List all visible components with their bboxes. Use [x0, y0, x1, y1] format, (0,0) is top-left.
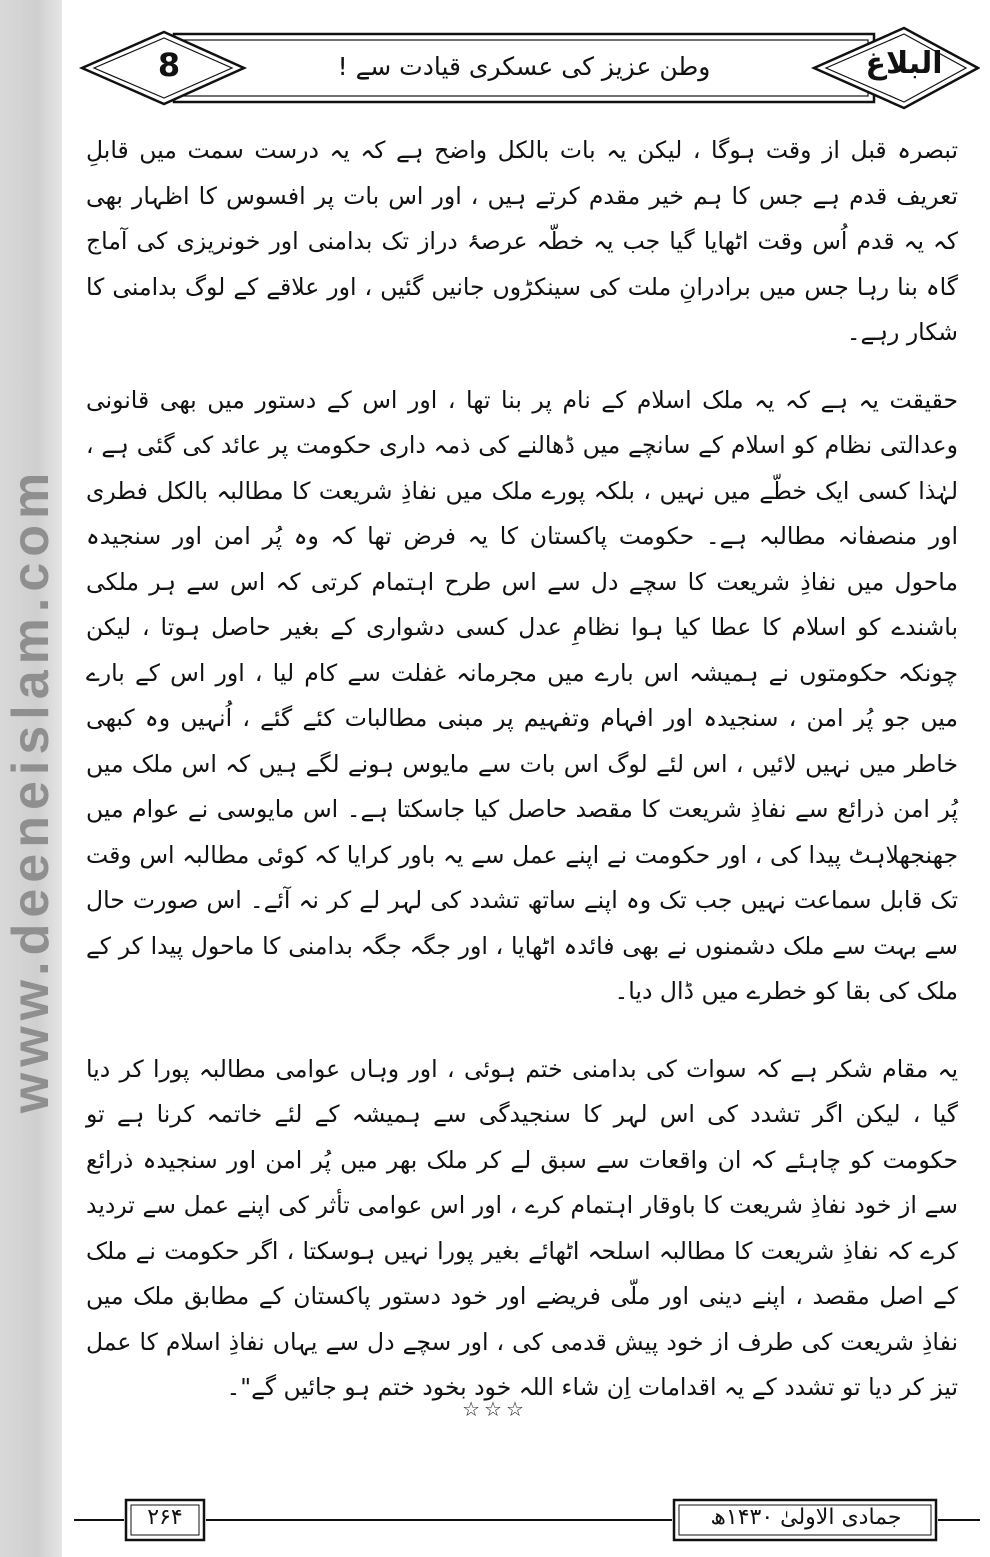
chapter-number: 8 [157, 46, 181, 84]
issue-date: جمادی الاولیٰ ۱۴۳۰ھ [710, 1505, 902, 1530]
paragraph-3: یہ مقام شکر ہے کہ سوات کی بدامنی ختم ہوئی ، اور وہاں عوامی مطالبہ پورا کر دیا گیا ، لیکن اگر تشدد کی اس لہر کا سنجیدگی سے ہمیشہ کے لئے خاتمہ کرنا ہے تو حکومت کو چاہئے کہ ان واقعات سے سبق لے کر ملک بھر میں پُر امن اور سنجیدہ ذرائع سے از خود نفاذِ شریعت کا باوقار اہتمام کرے ، اور اس عوامی تأثر کی اپنے عمل سے تردید کرے کہ نفاذِ شریعت کا مطالبہ اسلحہ اٹھائے بغیر پورا نہیں ہوسکتا ، اگر حکومت نے ملک کے اصل مقصد ، اپنے دینی اور ملّی فریضے اور خود دستور پاکستان کے مطابق ملک میں نفاذِ شریعت کی طرف از خود پیش قدمی کی ، اور سچے دل سے یہاں نفاذِ اسلام کا عمل تیز کر دیا تو تشدد کے یہ اقدامات اِن شاء اللہ خود بخود ختم ہو جائیں گے"۔ [86, 1054, 958, 1401]
paragraph-2: حقیقت یہ ہے کہ یہ ملک اسلام کے نام پر بنا تھا ، اور اس کے دستور میں بھی قانونی وعدالتی نظام کو اسلام کے سانچے میں ڈھالنے کی ذمہ داری حکومت پر عائد کی گئی ہے ، لہٰذا کسی ایک خطّے میں نہیں ، بلکہ پورے ملک میں نفاذِ شریعت کا مطالبہ بالکل فطری اور منصفانہ مطالبہ ہے۔ حکومت پاکستان کا یہ فرض تھا کہ وہ پُر امن اور سنجیدہ ماحول میں نفاذِ شریعت کا سچے دل سے اس طرح اہتمام کرتی کہ اس سے ہر ملکی باشندے کو اسلام کا عطا کیا ہوا نظامِ عدل کسی دشواری کے بغیر حاصل ہوتا ، لیکن چونکہ حکومتوں نے ہمیشہ اس بارے میں مجرمانہ غفلت سے کام لیا ، اور اس کے بارے میں جو پُر امن ، سنجیدہ اور افہام وتفہیم پر مبنی مطالبات کئے گئے ، اُنہیں وہ کبھی خاطر میں نہیں لائیں ، اس لئے لوگ اس بات سے مایوس ہونے لگے ہیں کہ اس ملک میں پُر امن ذرائع سے نفاذِ شریعت کا مقصد حاصل کیا جاسکتا ہے۔ اس مایوسی نے عوام میں جھنجھلاہٹ پیدا کی ، اور حکومت نے اپنے عمل سے یہ باور کرایا کہ کوئی مطالبہ اس وقت تک قابل سماعت نہیں جب تک وہ اپنے ساتھ تشدد کی لہر لے کر نہ آئے۔ اس صورت حال سے بہت سے ملک دشمنوں نے بھی فائدہ اٹھایا ، اور جگہ جگہ بدامنی کا ماحول پیدا کر کے ملک کی بقا کو خطرے میں ڈال دیا۔ [86, 385, 958, 1005]
page-number: ۲۶۴ [147, 1505, 183, 1530]
section-separator: ☆☆☆ [462, 1397, 528, 1421]
article-body [86, 128, 958, 1411]
site-watermark: www.deeneislam.com [2, 466, 60, 1114]
magazine-logo: البلاغ [865, 46, 943, 81]
page-header [74, 20, 980, 120]
watermark-strip [0, 0, 62, 1557]
page-footer [74, 1496, 980, 1546]
paragraph-1: تبصرہ قبل از وقت ہوگا ، لیکن یہ بات بالکل واضح ہے کہ یہ درست سمت میں قابلِ تعریف قدم ہے جس کا ہم خیر مقدم کرتے ہیں ، اور اس بات پر افسوس کا اظہار بھی کہ یہ قدم اُس وقت اٹھایا گیا جب یہ خطّہ عرصۂ دراز تک بدامنی اور خونریزی کی آماج گاہ بنا رہا جس میں برادرانِ ملت کی سینکڑوں جانیں گئیں ، اور علاقے کے لوگ بدامنی کا شکار رہے۔ [86, 136, 958, 346]
page-title: وطن عزیز کی عسکری قیادت سے ! [337, 52, 711, 81]
